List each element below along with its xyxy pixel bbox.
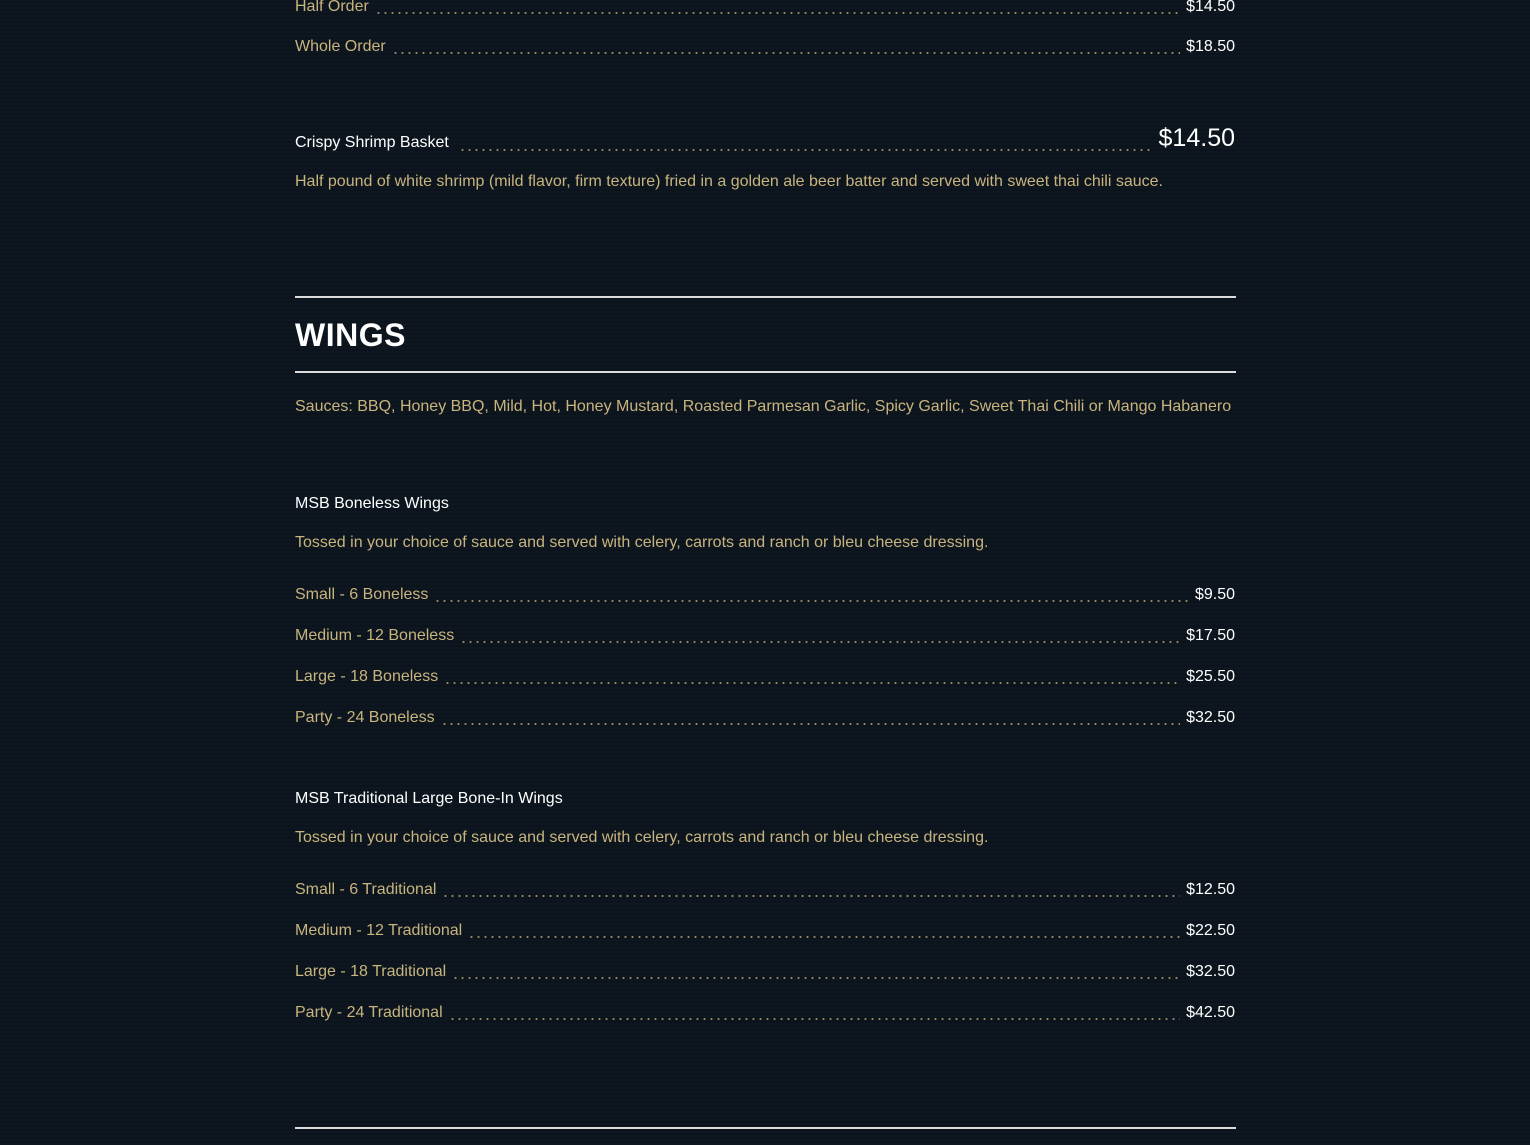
price-option-label: Party - 24 Boneless [295, 709, 435, 726]
section-title-wings: WINGS [295, 317, 406, 353]
price-row-party-traditional [295, 1003, 1235, 1023]
price-row-small-traditional [295, 880, 1235, 900]
price-option-label: Large - 18 Boneless [295, 668, 439, 685]
price-option-label: Whole Order [295, 38, 386, 55]
price-value: $9.50 [1194, 586, 1235, 603]
price-value: $25.50 [1186, 668, 1235, 685]
dot-leader [392, 52, 1180, 54]
price-option-label: Half Order [295, 0, 369, 15]
price-option-label: Small - 6 Boneless [295, 586, 429, 603]
price-value: $14.50 [1186, 0, 1235, 15]
dot-leader [468, 936, 1180, 938]
price-value: $32.50 [1186, 709, 1235, 726]
menu-item-title-boneless-wings: MSB Boneless Wings [295, 495, 449, 512]
menu-item-title-traditional-wings: MSB Traditional Large Bone-In Wings [295, 790, 563, 807]
menu-item-description: Half pound of white shrimp (mild flavor, firm texture) fried in a golden ale beer batter and served with sweet thai chili sauce. [295, 173, 1163, 190]
price-row-party-boneless [295, 708, 1235, 728]
price-option-label: Medium - 12 Traditional [295, 922, 463, 939]
dot-leader [434, 600, 1189, 602]
price-value: $17.50 [1186, 627, 1235, 644]
menu-item-description: Tossed in your choice of sauce and served with celery, carrots and ranch or bleu cheese dressing. [295, 829, 989, 846]
dot-leader [460, 641, 1180, 643]
dot-leader [449, 1018, 1180, 1020]
price-option-label: Small - 6 Traditional [295, 881, 437, 898]
price-row-whole-order [295, 37, 1235, 57]
price-row-medium-boneless [295, 626, 1235, 646]
price-value: $18.50 [1186, 38, 1235, 55]
price-row-large-boneless [295, 667, 1235, 687]
dot-leader [452, 977, 1180, 979]
price-option-label: Large - 18 Traditional [295, 963, 447, 980]
dot-leader [459, 149, 1153, 151]
section-divider-top [295, 1127, 1236, 1129]
section-divider-bottom [295, 371, 1236, 373]
price-option-label: Medium - 12 Boneless [295, 627, 455, 644]
price-option-label: Party - 24 Traditional [295, 1004, 443, 1021]
price-value: $22.50 [1186, 922, 1235, 939]
price-row-small-boneless [295, 585, 1235, 605]
dot-leader [441, 723, 1180, 725]
price-value: $32.50 [1186, 963, 1235, 980]
price-row-half-order [295, 0, 1235, 17]
dot-leader [375, 12, 1180, 14]
price-value: $42.50 [1186, 1004, 1235, 1021]
menu-item-description: Tossed in your choice of sauce and served with celery, carrots and ranch or bleu cheese dressing. [295, 534, 989, 551]
sauces-list: Sauces: BBQ, Honey BBQ, Mild, Hot, Honey Mustard, Roasted Parmesan Garlic, Spicy Garlic, Sweet Thai Chili or Mango Habanero [295, 398, 1232, 415]
section-divider-top [295, 296, 1236, 298]
price-row-large-traditional [295, 962, 1235, 982]
menu-item-price: $14.50 [1158, 124, 1235, 152]
price-row-medium-traditional [295, 921, 1235, 941]
dot-leader [442, 895, 1180, 897]
dot-leader [444, 682, 1180, 684]
menu-item-title: Crispy Shrimp Basket [295, 134, 449, 151]
menu-item-crispy-shrimp-basket [295, 123, 1235, 153]
price-value: $12.50 [1186, 881, 1235, 898]
